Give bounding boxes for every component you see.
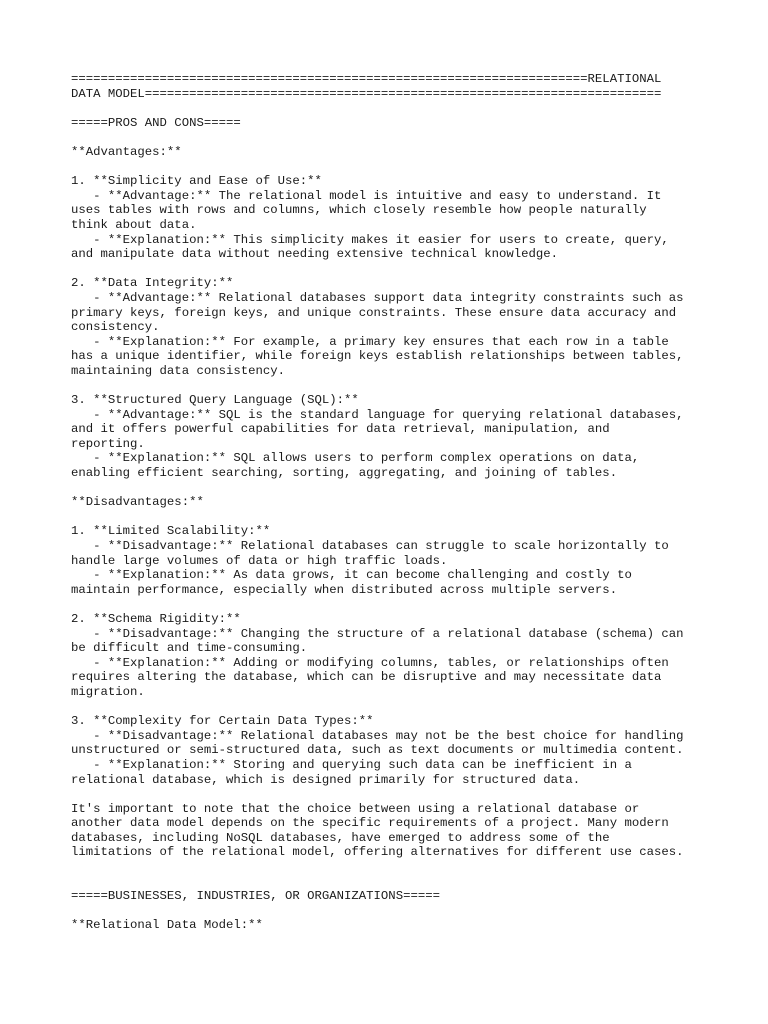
document-line: 3. **Complexity for Certain Data Types:** [71,714,374,729]
document-line: - **Explanation:** SQL allows users to perform complex operations on data, [71,451,640,466]
document-line: requires altering the database, which can be disruptive and may necessitate data [71,670,662,685]
document-line: **Disadvantages:** [71,495,204,510]
document-line: 3. **Structured Query Language (SQL):** [71,393,359,408]
document-line: - **Disadvantage:** Relational databases may not be the best choice for handling [71,728,684,743]
blank-line [71,481,711,496]
document-line: 1. **Limited Scalability:** [71,524,271,539]
document-line: =====BUSINESSES, INDUSTRIES, OR ORGANIZATIONS===== [71,889,440,904]
blank-line [71,904,711,919]
document-line: 2. **Schema Rigidity:** [71,611,241,626]
document-line: 1. **Simplicity and Ease of Use:** [71,174,322,189]
document-line: - **Explanation:** Storing and querying such data can be inefficient in a [71,757,632,772]
blank-line [71,787,711,802]
document-line: - **Disadvantage:** Relational databases can struggle to scale horizontally to [71,539,669,553]
document-body [71,72,711,933]
document-line: migration. [71,684,145,699]
blank-line [71,875,711,890]
document-line: consistency. [71,320,160,335]
document-line: has a unique identifier, while foreign keys establish relationships between tables, [71,349,684,364]
document-line: uses tables with rows and columns, which closely resemble how people naturally [71,203,647,218]
document-line: DATA MODEL====================================================================== [71,86,662,101]
document-line: 2. **Data Integrity:** [71,276,234,291]
document-line: - **Explanation:** For example, a primary key ensures that each row in a table [71,334,669,349]
document-line: be difficult and time-consuming. [71,641,308,656]
blank-line [71,160,711,175]
document-line: another data model depends on the specific requirements of a project. Many modern [71,816,669,831]
document-line: enabling efficient searching, sorting, aggregating, and joining of tables. [71,466,618,481]
document-line: unstructured or semi-structured data, such as text documents or multimedia content. [71,743,684,758]
document-line: **Advantages:** [71,144,182,159]
document-line: relational database, which is designed primarily for structured data. [71,772,581,787]
document-line: reporting. [71,436,145,451]
blank-line [71,860,711,875]
document-line: and it offers powerful capabilities for data retrieval, manipulation, and [71,422,610,437]
document-line: databases, including NoSQL databases, have emerged to address some of the [71,830,610,845]
blank-line [71,700,711,715]
document-line: and manipulate data without needing extensive technical knowledge. [71,247,559,262]
document-line: - **Explanation:** This simplicity makes it easier for users to create, query, [71,232,669,247]
document-line: **Relational Data Model:** [71,918,263,933]
document-line: maintain performance, especially when distributed across multiple servers. [71,582,618,597]
document-line: - **Advantage:** SQL is the standard language for querying relational databases, [71,407,684,422]
document-line: - **Disadvantage:** Changing the structure of a relational database (schema) can [71,626,684,641]
document-line: handle large volumes of data or high traffic loads. [71,553,448,568]
document-line: - **Advantage:** The relational model is intuitive and easy to understand. It [71,188,662,203]
document-line: maintaining data consistency. [71,363,286,378]
document-line: ======================================================================RELATIONAL [71,72,662,86]
document-line: think about data. [71,217,197,232]
blank-line [71,130,711,145]
document-line: It's important to note that the choice between using a relational database or [71,801,640,816]
blank-line [71,510,711,525]
blank-line [71,597,711,612]
blank-line [71,262,711,277]
document-line: - **Advantage:** Relational databases support data integrity constraints such as [71,290,684,305]
document-line: - **Explanation:** Adding or modifying columns, tables, or relationships often [71,655,669,670]
document-line: =====PROS AND CONS===== [71,115,241,130]
blank-line [71,101,711,116]
document-line: limitations of the relational model, offering alternatives for different use cases. [71,845,684,860]
blank-line [71,378,711,393]
document-line: primary keys, foreign keys, and unique constraints. These ensure data accuracy and [71,305,677,320]
document-line: - **Explanation:** As data grows, it can become challenging and costly to [71,568,632,583]
document-page [71,72,711,933]
